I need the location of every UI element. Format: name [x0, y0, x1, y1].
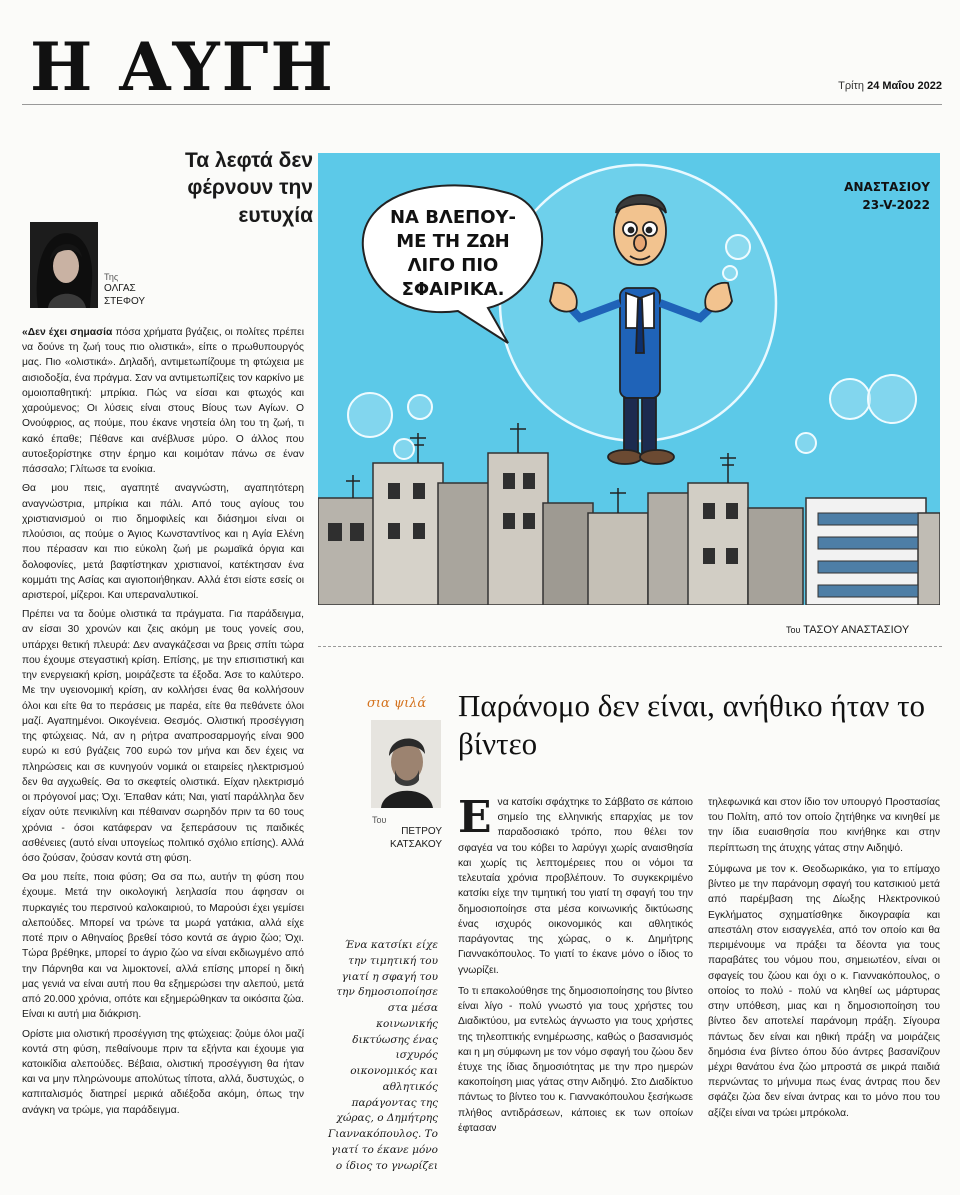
- lead-quote: «Δεν έχει σημασία: [22, 327, 113, 338]
- issue-date: [838, 80, 942, 92]
- body-paragraph: Πρέπει να τα δούμε ολιστικά τα πράγματα. Για παράδειγμα, αν είσαι 30 χρονών και ζεις ακόμη με τους γονείς σου, υπάρχει θετική πλευρά: Δεν αναγκάζεσαι να βρεις σπίτι τώρα που έχουμε στεγαστική κρίση. Επίσης, με την επισιτιστική και την ενεργειακή κρίση, μοιράζεστε τα έξοδα. Άσε το καλύτερο. Με την υγειονομική κρίση, αν κολλήσει ένας θα κολλήσουν όλοι και είτε θα το περάσεις με παρέα, είτε θα πεθάνετε όλοι μαζί. Αγαπημένοι. Οικογένεια. Θεσμός. Ολιστική προσέγγιση της φτώχειας. Νά, αν η ρήτρα αναπροσαρμογής είναι 900 ευρώ κι εσύ βγάζεις 700 ευρώ τον μήνα και δεν έχεις να πληρώσεις και σε κυνηγούν νομικά οι εταιρείες ηλεκτρισμού δεν θα αγχωθείς. Θα το σκεφτείς ολιστικά. Είχαν ηλεκτρισμό οι πρόγονοί μας; Όχι. Έπαθαν κάτι; Ναι, γιατί παράλληλα δεν είχαν ούτε πενικιλίνη και πέθαιναν σωρηδόν πριν τα 60 τους χρόνια - όσοι κατάφεραν να ξεπεράσουν τις παιδικές ασθένειες (αυτό είναι υπογείως πολιτικό σχόλιο επίσης). Αλλά όσο ζούσαν, ζούσαν κοντά στη φύση.: [22, 609, 304, 864]
- body-paragraph: Θα μου πεις, αγαπητέ αναγνώστη, αγαπητότερη αναγνώστρια, μπρίκια και πάλι. Από τους αγίους του χριστιανισμού οι πιο δημοφιλείς και διάσημοι είναι οι πλούσιοι, ας πούμε ο Άγιος Κωνσταντίνος και η Αγία Ελένη που πέρασαν και πιο εύκολη ζωή με ρωμαϊκά όργια και δολοφονίες, μετά βαφτίστηκαν χριστιανοί, κατέκτησαν ένα κομμάτι της Ασίας και αγιοποιήθηκαν. Αλλά έτσι είστε εσείς οι αριστεροί, μίζεροι. Και υπεραναλυτικοί.: [22, 483, 304, 601]
- editorial-cartoon: [318, 153, 940, 605]
- article2-title: Παράνομο δεν είναι, ανήθικο ήταν το βίντεο: [458, 688, 926, 761]
- author-photo-katsakos: [371, 720, 441, 808]
- byline-prefix: Της: [104, 272, 119, 282]
- speech-line: ΝΑ ΒΛΕΠΟΥ-: [389, 207, 517, 228]
- cartoon-credit: Του ΤΑΣΟΥ ΑΝΑΣΤΑΣΙΟΥ: [786, 624, 910, 636]
- article1-body: [22, 325, 304, 1122]
- section-separator: [318, 646, 942, 647]
- drop-cap: Ε: [458, 792, 492, 843]
- issue-day: Τρίτη: [838, 80, 865, 92]
- article2-byline: Του ΠΕΤΡΟΥ ΚΑΤΣΑΚΟΥ: [372, 815, 442, 850]
- article2-body-col2: [708, 795, 940, 1127]
- column-kicker: σια ψιλά: [367, 696, 427, 711]
- body-paragraph: Το τι επακολούθησε της δημοσιοποίησης του βίντεο είναι λίγο - πολύ γνωστό για τους χρήστες του Διαδικτύου, μα εντελώς άγνωστο για τους χρήστες της τηλεοπτικής ενημέρωσης, καθώς ο βασανισμός και η μη σύμφωνη με τον νόμο σφαγή του ζώου δεν έτυχε της ίδιας δημοσιότητας με την προ ημερών κακοποίηση μιας γάτας στην Αιδηψό. Στο Διαδίκτυο πάντως το βίντεο του κ. Γιαννακόπουλου ξεσήκωσε πλήθος αντιδράσεων, κάποιες εκ των οποίων έφτασαν: [458, 985, 693, 1134]
- body-paragraph: Ενα κατσίκι σφάχτηκε το Σάββατο σε κάποιο σημείο της ελληνικής επαρχίας με τον παραδοσιακό τρόπο, που θέλει τον σφαγέα να του κόβει το λαρύγγι χωρίς αναισθησία και χωρίς τις λεπτομέρειες που οι νόμοι τα τελευταία χρόνια προβλέπουν. Το συγκεκριμένο κατσίκι είχε την τιμητική του γιατί τη σφαγή του την δημοσιοποίησε στα μέσα κοινωνικής δικτύωσης ένας ισχυρός οικονομικός και αθλητικός παράγοντας της χώρας, ο κ. Δημήτρης Γιαννακόπουλος. Το γιατί το έκανε μόνο ο ίδιος το γνωρίζει.: [458, 792, 693, 976]
- masthead-logo: Η ΑΥΓΗ: [30, 28, 335, 106]
- body-paragraph: τηλεφωνικά και στον ίδιο τον υπουργό Προστασίας του Πολίτη, από τον οποίο ζητήθηκε να κινηθεί με την ίδια ευαισθησία που κινήθηκε και στην περίπτωση της άτυχης γάτας στην Αιδηψό.: [708, 797, 940, 854]
- pull-quote: Ένα κατσίκι είχε την τιμητική του γιατί η σφαγή του την δημοσιοποίησε στα μέσα κοινωνικής δικτύωσης ένας ισχυρός οικονομικός και αθλητικός παράγοντας της χώρας, ο Δημήτρης Γιαννακόπουλος. Το γιατί το έκανε μόνο ο ίδιος το γνωρίζει: [327, 939, 438, 1172]
- svg-text:ΑΝΑΣΤΑΣΙΟΥ: ΑΝΑΣΤΑΣΙΟΥ: [844, 180, 930, 194]
- header-rule: [22, 104, 942, 105]
- author-name: ΟΛΓΑΣ ΣΤΕΦΟΥ: [104, 283, 146, 307]
- speech-line: ΜΕ ΤΗ ΖΩΗ: [396, 231, 510, 252]
- article1-title: Τα λεφτά δεν φέρνουν την ευτυχία: [184, 149, 313, 227]
- article2-body-col1: [458, 792, 693, 1142]
- body-paragraph: Θα μου πείτε, ποια φύση; Θα σα πω, αυτήν τη φύση που έχουμε. Μετά την οικολογική λεηλασία που άφησαν οι πυρκαγιές του περσινού καλοκαιριού, το Μαρούσι έχει γεμίσει αλεπούδες. Μπορεί να τρώνε τα μωρά γατάκια, αλλά είχε ποτέ πριν ο Αθηναίος βρεθεί τόσο κοντά σε άγριο ζώο; Όχι. Τώρα βρέθηκε, μπορεί το άγριο ζώο να είναι εκδιωγμένο από την Πάρνηθα και να λιμοκτονεί, αλλά επίσης μπορεί η δική μας γενιά να είναι αυτή που θα εξημερώσει την αλεπού, μετά από 20.000 χρόνια, οπότε και εξημερώθηκαν τα οικόσιτα ζώα. Είναι κι αυτή μια διάκριση.: [22, 872, 304, 1021]
- article1-byline: [104, 272, 162, 308]
- author-name: ΠΕΤΡΟΥ ΚΑΤΣΑΚΟΥ: [389, 826, 442, 850]
- speech-line: ΛΙΓΟ ΠΙΟ: [407, 255, 499, 276]
- speech-line: ΣΦΑΙΡΙΚΑ.: [401, 279, 505, 300]
- body-paragraph: Ορίστε μια ολιστική προσέγγιση της φτώχειας: ζούμε όλοι μαζί κοντά στη φύση, πεθαίνουμε πριν τα εξήντα και έχουμε για κατοικίδια αλεπούδες. Βέβαια, ολιστική προσέγγιση θα ήταν και να μην πληρώνουμε απολύτως τίποτα, αλλά, δυστυχώς, ο καπιταλισμός διατηρεί μερικά αδιέξοδα ακόμη, όπως την ανάγκη να τρώμε, για παράδειγμα.: [22, 1028, 304, 1116]
- issue-date-value: 24 Μαΐου 2022: [867, 80, 942, 92]
- body-paragraph: «Δεν έχει σημασία πόσα χρήματα βγάζεις, οι πολίτες πρέπει να δούνε τη ζωή τους πιο ολιστικά», είπε ο πρωθυπουργός μας. Πιο «ολιστικά». Δηλαδή, αντιμετωπίζουμε τη φτώχεια με αισιοδοξία, ένα πράγμα. Σαν να αντιμετωπίζεις τον καρκίνο με ομοιοπαθητική: μπρίκια. Πώς να είσαι και φτωχός και χαρούμενος; Οι λύσεις είναι στους Βίους των Αγίων. Ο Ονούφριος, ας πούμε, που έκανε νηστεία όλη του τη ζωή, τι κακό έπαθε; Πέθανε και ανέβλυσε μύρο. Ο άλλος που αυτοεξορίστηκε στην έρημο και κοιμόταν πάνω σε έναν πάσσαλο; Γλίτωσε τα ενοίκια.: [22, 327, 304, 476]
- author-photo-stefou: [30, 222, 98, 308]
- svg-text:23-V-2022: 23-V-2022: [862, 198, 930, 212]
- body-paragraph: Σύμφωνα με τον κ. Θεοδωρικάκο, για το επίμαχο βίντεο με την παράνομη σφαγή του κατσικιού μετά από παρέμβαση της Δίωξης Ηλεκτρονικού Εγκλήματος σχηματίσθηκε δικογραφία και απεστάλη στον εισαγγελέα, από τον οποίο και θα περιμένουμε να πράξει τα δέοντα για τους παραβάτες του νόμου που, σημειωτέον, είναι οι σφαγείς του ζώου και όχι ο κ. Γιαννακόπουλος, ο οποίος το πολύ - πολύ να κληθεί ως μάρτυρας στην υπόθεση, μιας και η δημοσιοποίηση του βίντεο δεν αποτελεί παράνομη πράξη. Σίγουρα πάντως δεν είναι και ηθική πράξη να μοιράζεις δημόσια ένα βίντεο όπου δύο άντρες βασανίζουν μέχρι θανάτου ένα ζώο μπροστά σε μικρά παιδιά περνώντας το μήνυμα πως ένας άντρας που δεν σφάζει ζώα δεν είναι άντρας και το μόνο που του αξίζει είναι να τρώει μπρόκολα.: [708, 863, 940, 1119]
